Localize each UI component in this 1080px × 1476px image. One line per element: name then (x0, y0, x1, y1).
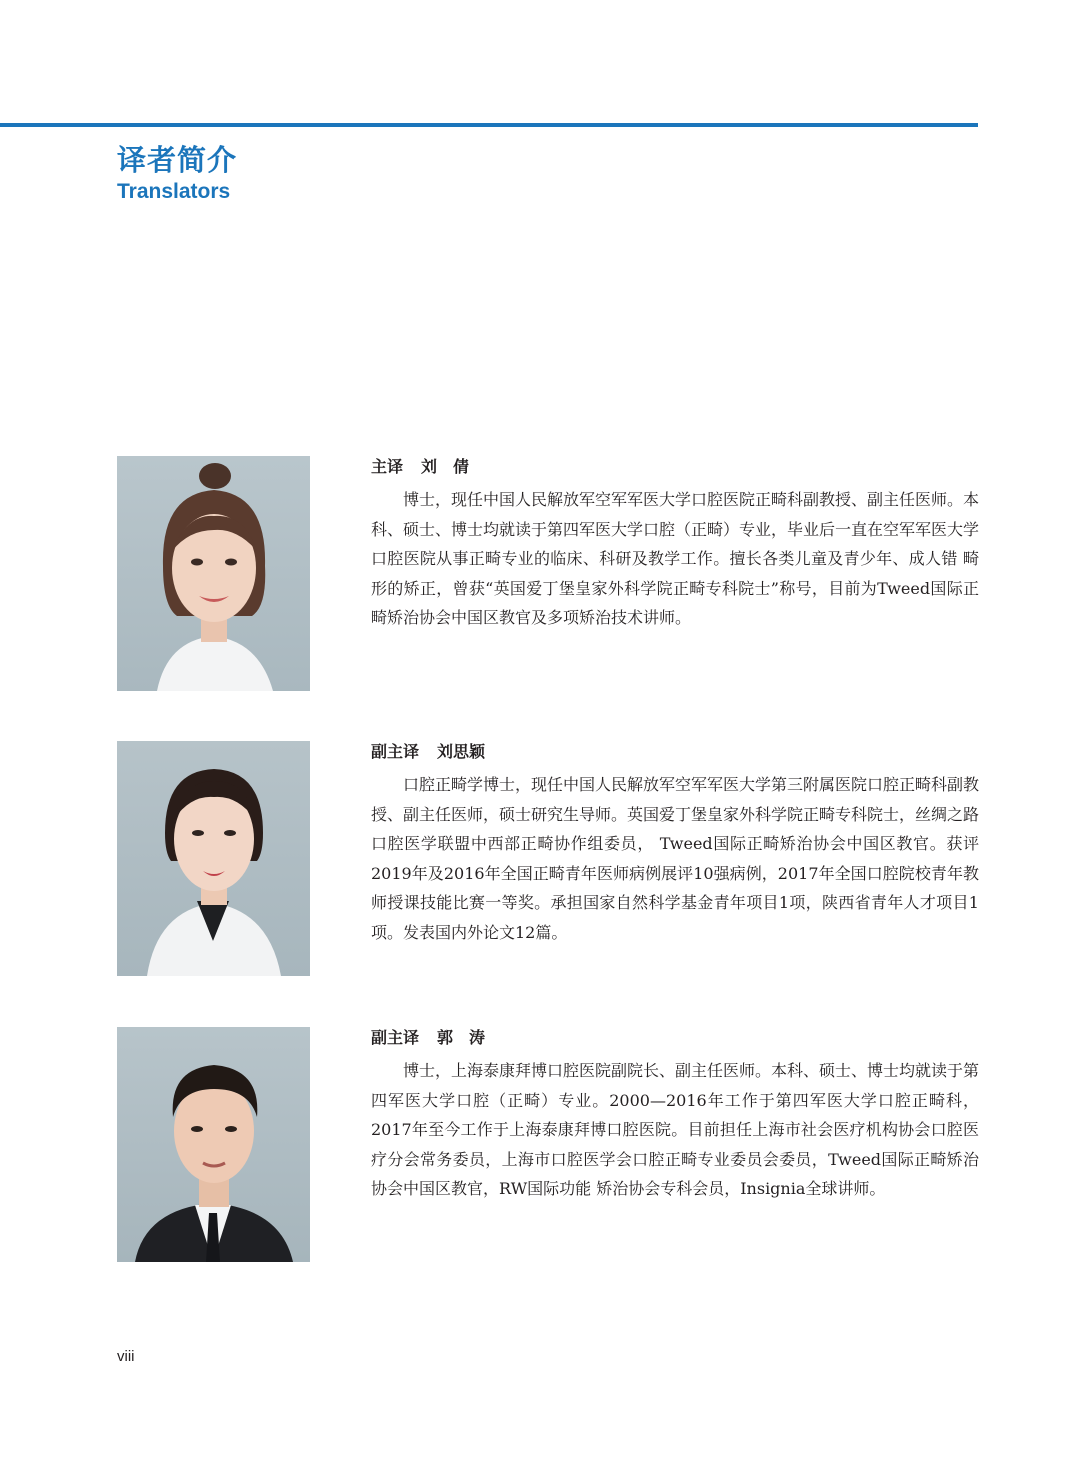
translator-role: 主译 (371, 457, 404, 476)
portrait-image-icon (117, 456, 310, 691)
translator-entry-2 (371, 740, 979, 947)
translator-role: 副主译 (371, 742, 420, 761)
translator-role: 副主译 (371, 1028, 420, 1047)
translator-name: 刘思颖 (437, 742, 486, 761)
translator-heading (371, 1026, 979, 1050)
portrait-image-icon (117, 1027, 310, 1262)
translator-entry-1 (371, 455, 979, 633)
portrait-photo-guo-tao (117, 1027, 310, 1262)
page-subtitle: Translators (117, 180, 231, 203)
portrait-image-icon (117, 741, 310, 976)
page-number: viii (117, 1348, 135, 1365)
translator-heading (371, 740, 979, 764)
header-rule (0, 123, 978, 127)
translator-entry-3 (371, 1026, 979, 1204)
translator-bio: 博士，现任中国人民解放军空军军医大学口腔医院正畸科副教授、副主任医师。本科、硕士、博士均就读于第四军医大学口腔（正畸）专业，毕业后一直在空军军医大学口腔医院从事正畸专业的临床、科研及教学工作。擅长各类儿童及青少年、成人错 畸形的矫正，曾获“英国爱丁堡皇家外科学院正畸专科院士”称号，目前为Tweed国际正畸矫治协会中国区教官及多项矫治技术讲师。 (371, 490, 980, 627)
page-title: 译者简介 (117, 143, 238, 177)
translator-bio: 博士，上海泰康拜博口腔医院副院长、副主任医师。本科、硕士、博士均就读于第四军医大学口腔（正畸）专业。2000—2016年工作于第四军医大学口腔正畸科，2017年至今工作于上海泰康拜博口腔医院。目前担任上海市社会医疗机构协会口腔医疗分会常务委员，上海市口腔医学会口腔正畸专业委员会委员，Tweed国际正畸矫治协会中国区教官，RW国际功能 矫治协会专科会员，Insignia全球讲师。 (371, 1061, 980, 1198)
translator-name: 刘 倩 (421, 457, 470, 476)
translator-name: 郭 涛 (437, 1028, 486, 1047)
portrait-photo-liu-siying (117, 741, 310, 976)
translator-heading (371, 455, 979, 479)
translator-bio: 口腔正畸学博士，现任中国人民解放军空军军医大学第三附属医院口腔正畸科副教授、副主任医师，硕士研究生导师。英国爱丁堡皇家外科学院正畸专科院士，丝绸之路口腔医学联盟中西部正畸协作组委员， Tweed国际正畸矫治协会中国区教官。获评2019年及2016年全国正畸青年医师病例展评10强病例，2017年全国口腔院校青年教师授课技能比赛一等奖。承担国家自然科学基金青年项目1项，陕西省青年人才项目1项。发表国内外论文12篇。 (371, 775, 980, 942)
portrait-photo-liu-qian (117, 456, 310, 691)
